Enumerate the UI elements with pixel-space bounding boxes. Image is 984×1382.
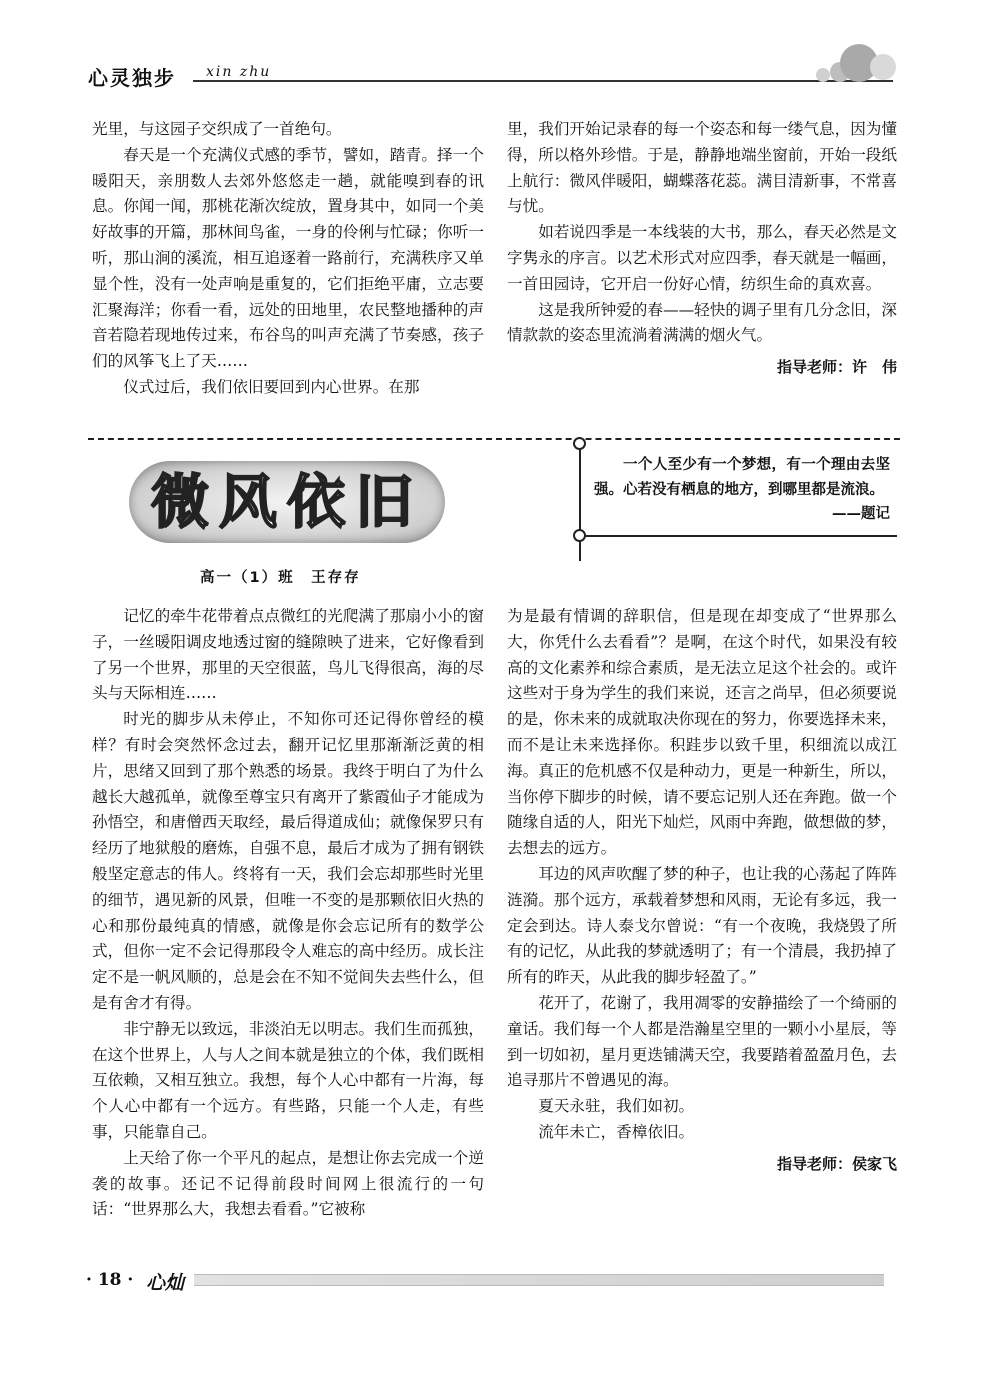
paragraph: 春天是一个充满仪式感的季节，譬如，踏青。择一个暖阳天，亲朋数人去郊外悠悠走一趟，就能嗅到春的讯息。你闻一闻，那桃花渐次绽放，置身其中，如同一个美好故事的开篇，那林间鸟雀，一身的伶俐与忙碌；你听一听，那山涧的溪流，相互追逐着一路前行，充满秩序又单显个性，没有一处声响是重复的，它们拒绝平庸，立志要汇聚海洋；你看一看，远处的田地里，农民整地播种的声音若隐若现地传过来，布谷鸟的叫声充满了节奏感，孩子们的风筝飞上了天…… xyxy=(92,145,484,371)
page-footer xyxy=(86,1270,896,1292)
top-article-right-column xyxy=(507,117,897,381)
dashed-rule xyxy=(88,438,900,440)
epigraph xyxy=(594,453,890,527)
footer-band xyxy=(194,1274,884,1286)
paragraph: 夏天永驻，我们如初。 xyxy=(538,1097,695,1116)
page-number: · 18 · xyxy=(86,1270,134,1290)
article-right-column xyxy=(507,604,897,1178)
header-rule xyxy=(193,80,893,82)
epigraph-text: 一个人至少有一个梦想，有一个理由去坚强。心若没有栖息的地方，到哪里都是流浪。 xyxy=(594,457,890,498)
section-pinyin: xin zhu xyxy=(206,64,272,80)
decor-circle-icon xyxy=(870,54,896,80)
paragraph: 里，我们开始记录春的每一个姿态和每一缕气息，因为懂得，所以格外珍惜。于是，静静地端坐窗前，开始一段纸上航行：微风伴暖阳，蝴蝶落花蕊。满目清新事，不常喜与忧。 xyxy=(507,120,897,216)
paragraph: 仪式过后，我们依旧要回到内心世界。在那 xyxy=(123,377,420,396)
paragraph: 流年未亡，香樟依旧。 xyxy=(538,1122,695,1141)
top-article-left-column xyxy=(92,117,484,401)
paragraph: 记忆的牵牛花带着点点微红的光爬满了那扇小小的窗子，一丝暖阳调皮地透过窗的缝隙映了进来，它好像看到了另一个世界，那里的天空很蓝，鸟儿飞得很高，海的尽头与天际相连…… xyxy=(92,607,484,703)
article-title: 微风依旧 xyxy=(150,468,423,536)
section-title: 心灵独步 xyxy=(88,66,176,90)
paragraph: 非宁静无以致远，非淡泊无以明志。我们生而孤独，在这个世界上，人与人之间本就是独立的个体，我们既相互依赖，又相互独立。我想，每个人心中都有一片海，每个人心中都有一个远方。有些路，只能一个人走，有些事，只能靠自己。 xyxy=(92,1019,484,1141)
article-left-column xyxy=(92,604,484,1223)
paragraph: 时光的脚步从未停止，不知你可还记得你曾经的模样？有时会突然怀念过去，翻开记忆里那渐渐泛黄的相片，思绪又回到了那个熟悉的场景。我终于明白了为什么越长大越孤单，就像至尊宝只有离开了紫霞仙子才能成为孙悟空，和唐僧西天取经，最后得道成仙；就像保罗只有经历了地狱般的磨炼，自强不息，最后才成为了拥有钢铁般坚定意志的伟人。终将有一天，我们会忘却那些时光里的细节，遇见新的风景，但唯一不变的是那颗依旧火热的心和那份最纯真的情感，就像是你会忘记所有的数学公式，但你一定不会记得那段令人难忘的高中经历。成长注定不是一帆风顺的，总是会在不知不觉间失去些什么，但是有舍才有得。 xyxy=(92,710,484,1012)
bullet-dot-icon xyxy=(573,437,586,450)
top-article-teacher: 指导老师：许 伟 xyxy=(776,358,897,377)
section-header xyxy=(88,40,896,90)
paragraph: 花开了，花谢了，我用凋零的安静描绘了一个绮丽的童话。我们每一个人都是浩瀚星空里的一颗小小星辰，等到一切如初，星月更迭铺满天空，我要踏着盈盈月色，去追寻那片不曾遇见的海。 xyxy=(507,993,897,1090)
paragraph: 如若说四季是一本线装的大书，那么，春天必然是文字隽永的序言。以艺术形式对应四季，春天就是一幅画，一首田园诗，它开启一份好心情，纺织生命的真欢喜。 xyxy=(507,223,897,293)
paragraph: 光里，与这园子交织成了一首绝句。 xyxy=(92,120,342,138)
epigraph-sign: ——题记 xyxy=(832,506,890,522)
epigraph-horizontal-rule xyxy=(579,535,897,537)
paragraph: 耳边的风声吹醒了梦的种子，也让我的心荡起了阵阵涟漪。那个远方，承载着梦想和风雨，无论有多远，我一定会到达。诗人泰戈尔曾说：“有一个夜晚，我烧毁了所有的记忆，从此我的梦就透明了；有一个清晨，我扔掉了所有的昨天，从此我的脚步轻盈了。” xyxy=(507,864,897,987)
decor-circle-icon xyxy=(816,68,830,82)
article-author: 高一（1）班 王存存 xyxy=(200,570,361,586)
epigraph-vertical-rule xyxy=(579,443,581,561)
bullet-dot-icon xyxy=(573,529,586,542)
magazine-name: 心灿 xyxy=(146,1272,185,1294)
paragraph: 上天给了你一个平凡的起点，是想让你去完成一个逆袭的故事。还记不记得前段时间网上很流行的一句话：“世界那么大，我想去看看。”它被称 xyxy=(92,1148,484,1219)
paragraph: 为是最有情调的辞职信，但是现在却变成了“世界那么大，你凭什么去看看”？是啊，在这个时代，如果没有较高的文化素养和综合素质，是无法立足这个社会的。或许这些对于身为学生的我们来说，还言之尚早，但必须要说的是，你未来的成就取决你现在的努力，你要选择未来，而不是让未来选择你。积跬步以致千里，积细流以成江海。真正的危机感不仅是种动力，更是一种新生，所以，当你停下脚步的时候，请不要忘记别人还在奔跑。做一个随缘自适的人，阳光下灿烂，风雨中奔跑，做想做的梦，去想去的远方。 xyxy=(507,607,897,858)
paragraph: 这是我所钟爱的春——轻快的调子里有几分念旧，深情款款的姿态里流淌着满满的烟火气。 xyxy=(507,300,897,345)
article-teacher: 指导老师：侯家飞 xyxy=(776,1154,897,1173)
